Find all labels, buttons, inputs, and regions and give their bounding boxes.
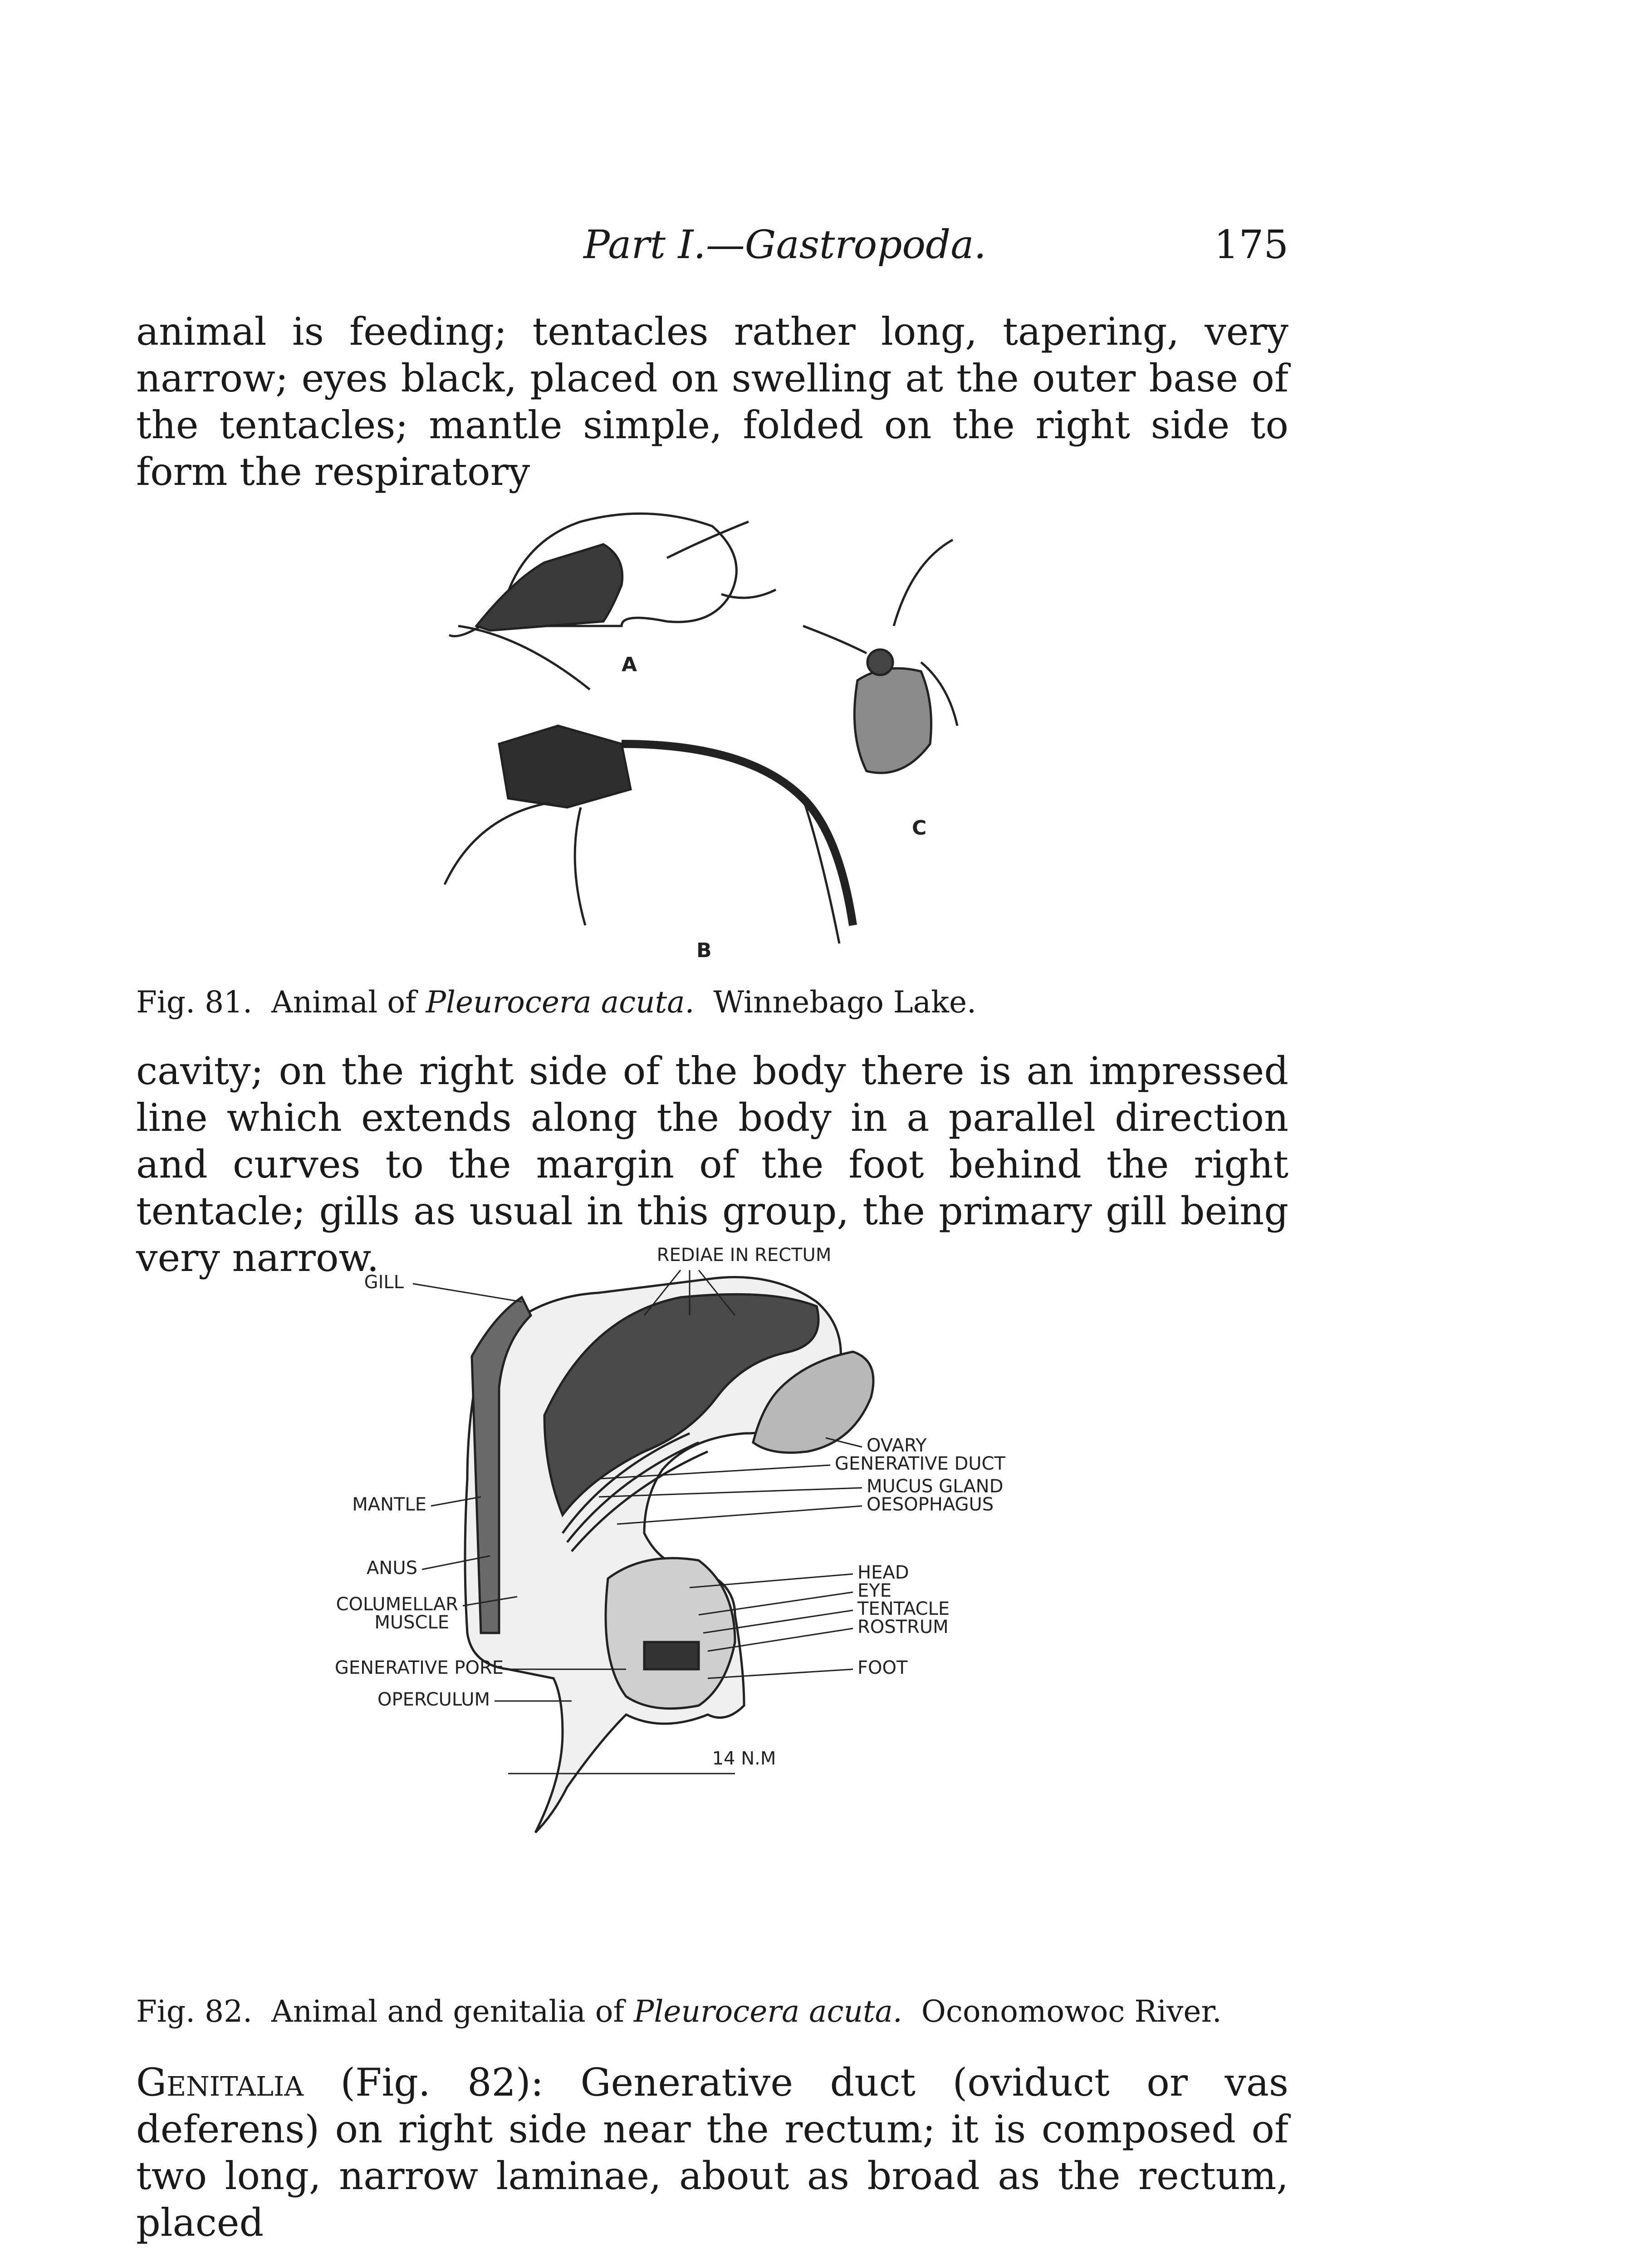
figure-81-label-b: B xyxy=(696,939,712,962)
figure-82-illustration xyxy=(334,1243,1080,1960)
figure-82-label-foot: FOOT xyxy=(857,1657,908,1678)
figure-82-label-head: HEAD xyxy=(857,1562,909,1583)
figure-81-caption xyxy=(136,984,1288,1021)
paragraph-1: animal is feeding; tentacles rather long, tapering, very narrow; eyes black, placed on swelling at the outer base of the tentacles; mantle simple, folded on the right side to form the respiratory xyxy=(136,309,1288,494)
figure-81-illustration xyxy=(431,490,1066,962)
figure-82-label-generative-pore: GENERATIVE PORE xyxy=(334,1657,504,1678)
figure-82-caption-suffix: Oconomowoc River. xyxy=(902,1994,1222,2029)
figure-82-label-generative-duct: GENERATIVE DUCT xyxy=(835,1453,1005,1474)
running-head-title: Part I.—Gastropoda. xyxy=(583,222,986,268)
figure-81-c-drawing xyxy=(803,540,957,773)
figure-82-label-oesophagus: OESOPHAGUS xyxy=(867,1494,994,1515)
figure-82-scale-label: 14 N.M xyxy=(712,1748,776,1769)
figure-81-caption-prefix: Fig. 81. Animal of xyxy=(136,985,426,1020)
figure-82-caption-prefix: Fig. 82. Animal and genitalia of xyxy=(136,1994,634,2029)
figure-81-b-drawing xyxy=(445,626,853,943)
figure-82-label-operculum: OPERCULUM xyxy=(377,1689,490,1710)
figure-82-label-columellar: COLUMELLAR xyxy=(336,1594,458,1615)
figure-82-animal-drawing xyxy=(465,1277,873,1833)
figure-81-label-a: A xyxy=(622,653,637,676)
figure-82-label-tentacle: TENTACLE xyxy=(857,1598,950,1619)
paragraph-3-lead: Genitalia xyxy=(136,2060,304,2105)
figure-82-label-gill: GILL xyxy=(364,1272,404,1293)
paragraph-3 xyxy=(136,2059,1288,2246)
figure-82-caption-species: Pleurocera acuta. xyxy=(633,1994,902,2029)
figure-81-caption-suffix: Winnebago Lake. xyxy=(694,985,977,1020)
page-number: 175 xyxy=(1214,222,1288,268)
figure-82-label-mantle: MANTLE xyxy=(352,1494,426,1515)
figure-82-label-rostrum: ROSTRUM xyxy=(857,1617,949,1637)
paragraph-2: cavity; on the right side of the body there is an impressed line which extends along the body in a parallel direction and curves to the margin of the foot behind the right tentacle; gills as usual in this group, the primary gill being very narrow. xyxy=(136,1049,1288,1280)
figure-82-label-ovary: OVARY xyxy=(867,1435,927,1456)
figure-81-caption-species: Pleurocera acuta. xyxy=(426,985,695,1020)
paragraph-3-rest: (Fig. 82): Generative duct (oviduct or vas deferens) on right side near the rectum; it is composed of two long, narrow laminae, about as broad as the rectum, placed xyxy=(136,2060,1288,2245)
figure-81-a-drawing xyxy=(449,513,776,636)
figure-82-label-rediae: REDIAE IN RECTUM xyxy=(656,1245,832,1266)
figure-82-label-muscle: MUSCLE xyxy=(374,1612,449,1633)
running-head xyxy=(136,222,1288,277)
figure-82-caption xyxy=(136,1994,1288,2030)
figure-82-label-eye: EYE xyxy=(857,1580,892,1601)
figure-82-label-anus: ANUS xyxy=(367,1558,417,1579)
figure-82-label-mucus-gland: MUCUS GLAND xyxy=(867,1476,1004,1497)
figure-81-label-c: C xyxy=(912,816,927,840)
